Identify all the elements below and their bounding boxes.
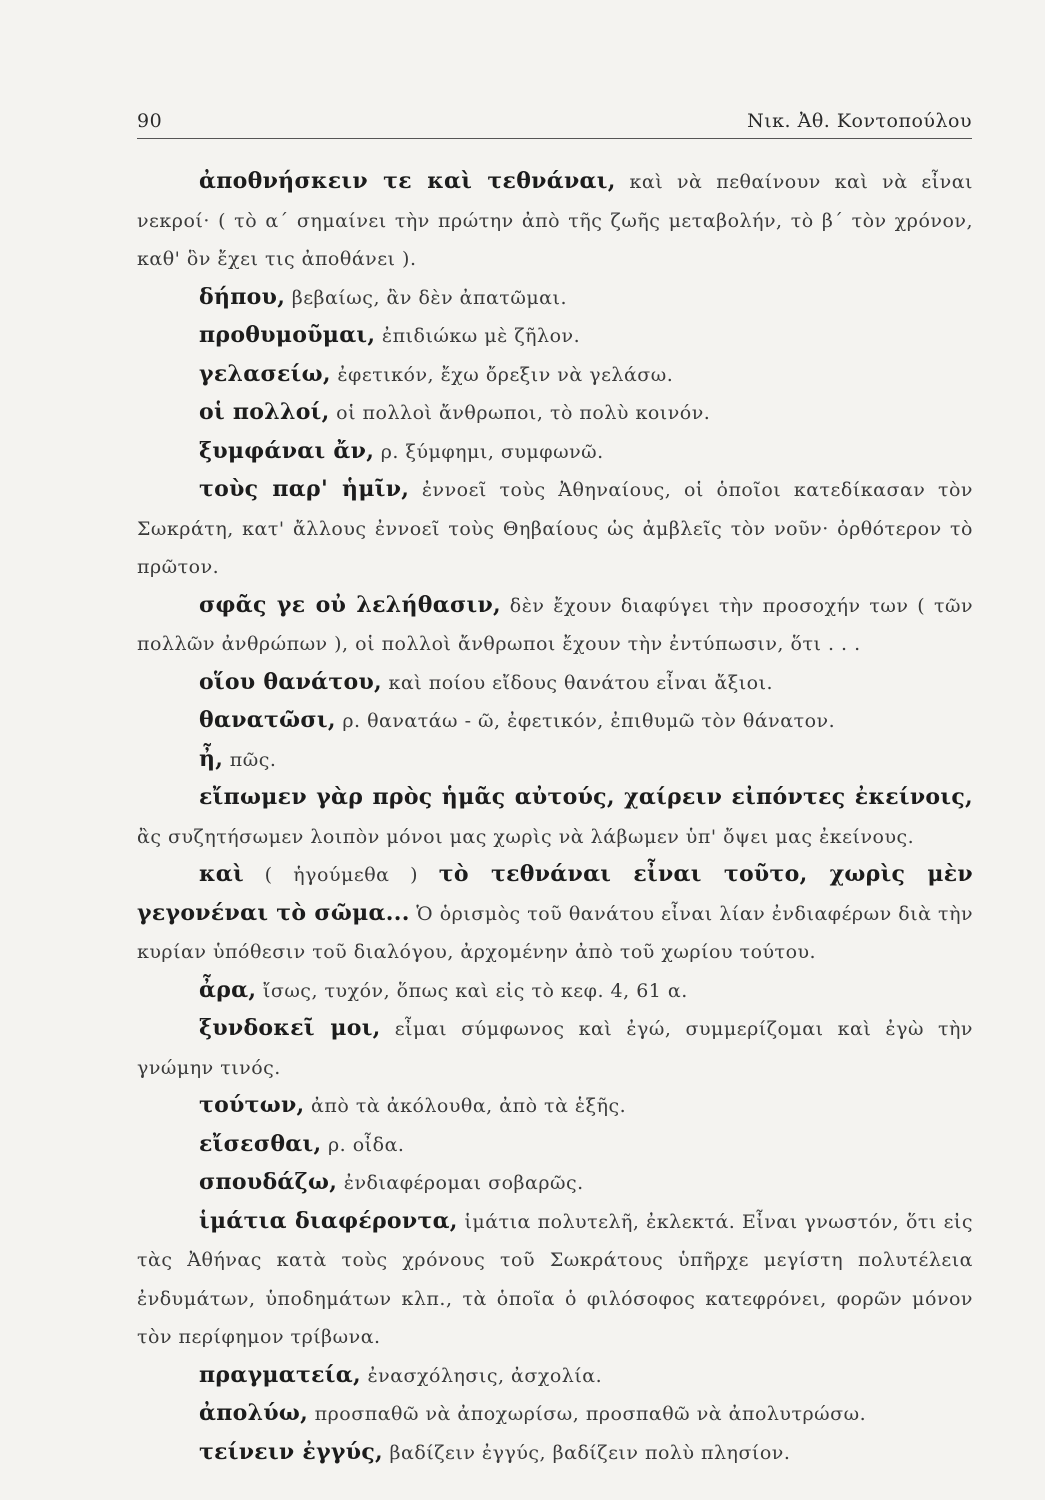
lemma: γελασείω, xyxy=(199,360,331,387)
glossary-entry xyxy=(137,1087,973,1126)
gloss: ἂς συζητήσωμεν λοιπὸν μόνοι μας χωρὶς νὰ λάβωμεν ὑπ' ὄψει μας ἐκείνους. xyxy=(137,825,915,848)
lemma: ἦ, xyxy=(199,745,224,772)
lemma: πραγματεία, xyxy=(199,1361,361,1388)
glossary-entry xyxy=(137,1126,973,1165)
gloss: ἐννοεῖ τοὺς Ἀθηναίους, οἱ ὁποῖοι κατεδίκασαν τὸν Σωκράτη, κατ' ἄλλους ἐννοεῖ τοὺς Θηβαίους ὡς ἀμβλεῖς τὸν νοῦν· ὀρθότερον τὸ πρῶτον. xyxy=(137,479,973,578)
page-number: 90 xyxy=(137,110,163,132)
glossary-entry xyxy=(137,1434,973,1473)
lemma: τείνειν ἐγγύς, xyxy=(199,1438,383,1465)
lemma: ξυνδοκεῖ μοι, xyxy=(199,1015,381,1041)
glossary-entry xyxy=(137,471,973,587)
gloss: βαδίζειν ἐγγύς, βαδίζειν πολὺ πλησίον. xyxy=(382,1441,791,1464)
gloss: ( ἡγούμεθα ) xyxy=(243,864,439,886)
lemma: τὸ τεθνάναι εἶναι τοῦτο, χωρὶς μὲν γεγονέναι τὸ σῶμα... xyxy=(137,861,973,926)
gloss: ρ. θανατάω - ῶ, ἐφετικόν, ἐπιθυμῶ τὸν θάνατον. xyxy=(335,710,836,732)
lemma: θανατῶσι, xyxy=(199,707,336,733)
gloss: ρ. ξύμφημι, συμφωνῶ. xyxy=(374,440,604,463)
gloss: ἱμάτια πολυτελῆ, ἐκλεκτά. Εἶναι γνωστόν, ὅτι εἰς τὰς Ἀθήνας κατὰ τοὺς χρόνους τοῦ Σωκράτους ὑπῆρχε μεγίστη πολυτέλεια ἐνδυμάτων, ὑποδημάτων κλπ., τὰ ὁποῖα ὁ φιλόσοφος κατεφρόνει, φορῶν μόνον τὸν περίφημον τρίβωνα. xyxy=(137,1210,973,1348)
lemma: ἱμάτια διαφέροντα, xyxy=(199,1207,458,1234)
page-header xyxy=(137,108,972,139)
glossary-entry xyxy=(137,1164,973,1203)
glossary-entry xyxy=(137,779,973,856)
glossary-entry xyxy=(137,741,973,780)
gloss: ἐπιδιώκω μὲ ζῆλον. xyxy=(375,325,581,347)
glossary-entry xyxy=(137,972,973,1011)
lemma: σφᾶς γε οὐ λελήθασιν, xyxy=(199,591,501,618)
gloss: δὲν ἔχουν διαφύγει τὴν προσοχήν των ( τῶν πολλῶν ἀνθρώπων ), οἱ πολλοὶ ἄνθρωποι ἔχουν τὴν ἐντύπωσιν, ὅτι . . . xyxy=(137,594,973,655)
glossary-entry xyxy=(137,317,973,356)
gloss: πῶς. xyxy=(223,748,277,771)
lemma: εἴπωμεν γὰρ πρὸς ἡμᾶς αὐτούς, χαίρειν εἰπόντες ἐκείνοις, xyxy=(199,784,973,810)
lemma: τούτων, xyxy=(199,1092,305,1118)
glossary-entry xyxy=(137,163,973,279)
lemma: προθυμοῦμαι, xyxy=(199,322,376,348)
glossary-entry xyxy=(137,394,973,433)
lemma: δήπου, xyxy=(199,283,286,310)
gloss: ἐφετικόν, ἔχω ὄρεξιν νὰ γελάσω. xyxy=(330,363,674,386)
lemma: ἆρα, xyxy=(199,976,257,1003)
glossary-body xyxy=(137,163,973,1472)
glossary-entry xyxy=(137,664,973,703)
running-title: Νικ. Ἀθ. Κοντοπούλου xyxy=(747,110,972,132)
glossary-entry xyxy=(137,433,973,472)
glossary-entry xyxy=(137,1203,973,1357)
gloss: ἐνασχόλησις, ἀσχολία. xyxy=(360,1364,603,1387)
lemma: οἱ πολλοί, xyxy=(199,399,330,425)
lemma: ξυμφάναι ἄν, xyxy=(199,437,375,464)
lemma: εἴσεσθαι, xyxy=(199,1130,322,1157)
gloss: εἶμαι σύμφωνος καὶ ἐγώ, συμμερίζομαι καὶ ἐγὼ τὴν γνώμην τινός. xyxy=(137,1018,973,1079)
gloss: καὶ νὰ πεθαίνουν καὶ νὰ εἶναι νεκροί· ( τὸ α΄ σημαίνει τὴν πρώτην ἀπὸ τῆς ζωῆς μεταβολήν, τὸ β΄ τὸν χρόνον, καθ' ὃν ἔχει τις ἀποθάνει ). xyxy=(137,171,973,270)
lemma: ἀπολύω, xyxy=(199,1400,309,1426)
glossary-entry xyxy=(137,702,973,741)
glossary-entry xyxy=(137,356,973,395)
gloss: Ὁ ὁρισμὸς τοῦ θανάτου εἶναι λίαν ἐνδιαφέρων διὰ τὴν κυρίαν ὑπόθεσιν τοῦ διαλόγου, ἀρχομένην ἀπὸ τοῦ χωρίου τούτου. xyxy=(137,902,973,963)
lemma: καὶ xyxy=(199,861,244,887)
glossary-entry xyxy=(137,856,973,972)
gloss: ρ. οἶδα. xyxy=(321,1133,405,1156)
lemma: σπουδάζω, xyxy=(199,1169,338,1195)
gloss: καὶ ποίου εἴδους θανάτου εἶναι ἄξιοι. xyxy=(382,671,774,694)
glossary-entry xyxy=(137,1357,973,1396)
gloss: ἴσως, τυχόν, ὅπως καὶ εἰς τὸ κεφ. 4, 61 α. xyxy=(256,979,688,1002)
lemma: ἀποθνήσκειν τε καὶ τεθνάναι, xyxy=(199,168,616,194)
lemma: οἵου θανάτου, xyxy=(199,668,383,695)
glossary-entry xyxy=(137,587,973,664)
glossary-entry xyxy=(137,1010,973,1087)
lemma: τοὺς παρ' ἡμῖν, xyxy=(199,476,410,502)
gloss: βεβαίως, ἂν δὲν ἀπατῶμαι. xyxy=(285,286,567,309)
gloss: ἀπὸ τὰ ἀκόλουθα, ἀπὸ τὰ ἑξῆς. xyxy=(304,1095,627,1117)
glossary-entry xyxy=(137,1395,973,1434)
gloss: ἐνδιαφέρομαι σοβαρῶς. xyxy=(337,1172,584,1194)
gloss: οἱ πολλοὶ ἄνθρωποι, τὸ πολὺ κοινόν. xyxy=(329,402,711,424)
gloss: προσπαθῶ νὰ ἀποχωρίσω, προσπαθῶ νὰ ἀπολυτρώσω. xyxy=(308,1403,867,1425)
glossary-entry xyxy=(137,279,973,318)
